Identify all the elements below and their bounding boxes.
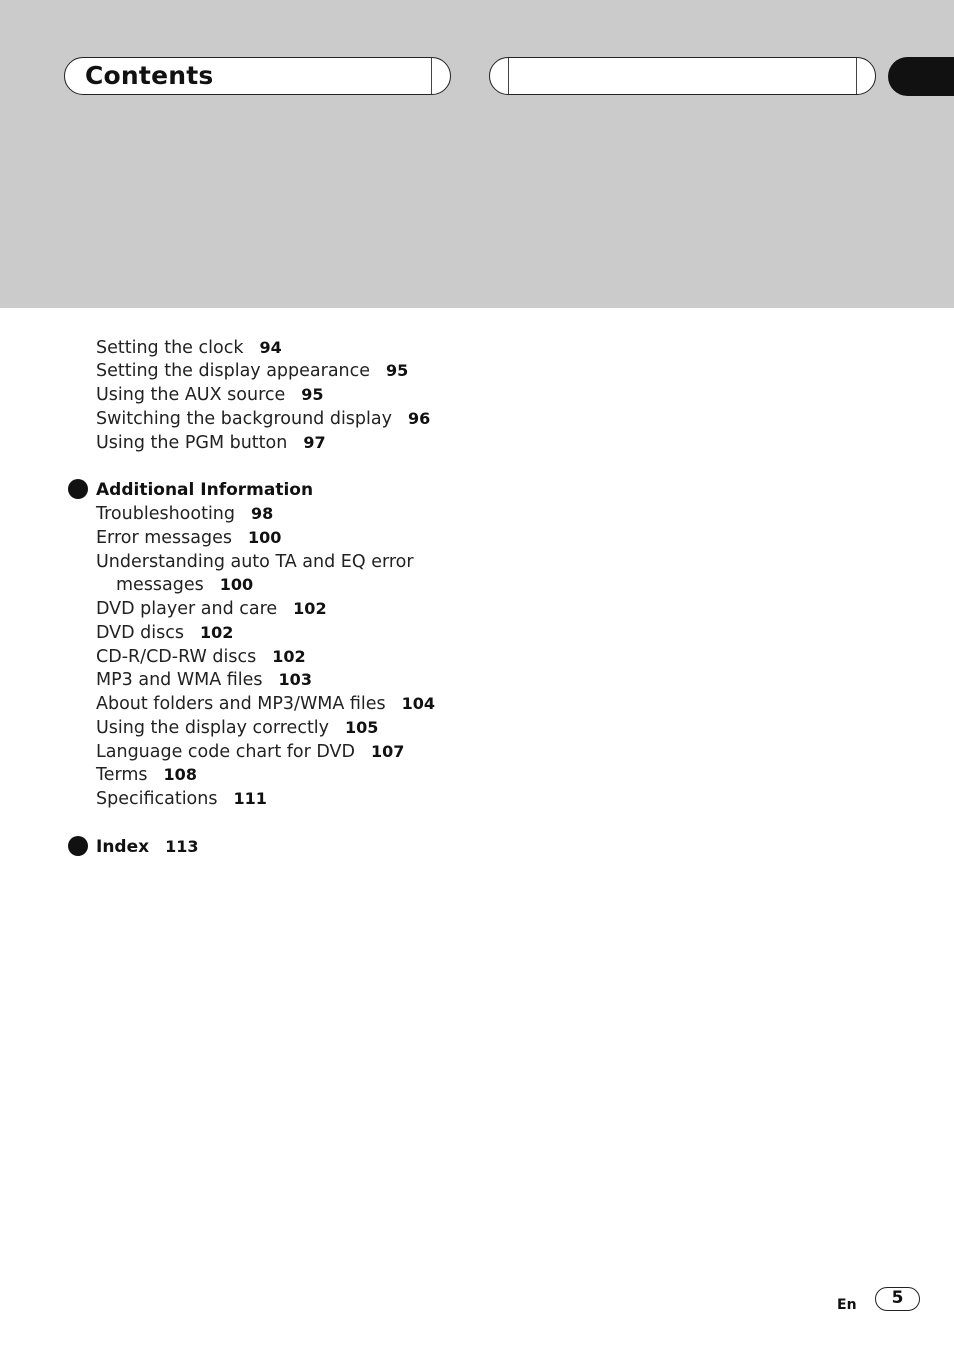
toc-entry-title: messages [116, 575, 204, 595]
toc-entry-title: Switching the background display [96, 409, 392, 429]
toc-entry[interactable] [96, 408, 430, 430]
page-number: 5 [875, 1287, 920, 1311]
toc-entry-page: 102 [293, 599, 327, 618]
toc-entry-page: 104 [401, 694, 436, 713]
toc-entry-page: 95 [301, 385, 324, 404]
toc-entry-title: Terms [96, 765, 148, 785]
toc-entry[interactable] [96, 646, 306, 668]
toc-entry[interactable] [96, 337, 282, 359]
toc-entry[interactable] [96, 598, 327, 620]
tab-divider [856, 58, 857, 94]
tab-divider [431, 58, 432, 94]
toc-entry[interactable] [96, 622, 233, 644]
toc-entry[interactable] [96, 551, 414, 573]
toc-entry-page: 100 [219, 575, 254, 594]
section-marker-tab [888, 57, 954, 96]
blank-tab [489, 57, 876, 95]
toc-entry-title: Troubleshooting [96, 504, 236, 524]
language-label: En [837, 1297, 857, 1313]
header-band [0, 0, 954, 308]
section-title: Index [96, 837, 150, 857]
toc-entry-title: DVD player and care [96, 599, 278, 619]
section-heading-additional-information[interactable] [68, 479, 313, 501]
toc-entry-title: Setting the clock [96, 338, 244, 358]
toc-entry-page: 102 [200, 623, 234, 642]
toc-entry[interactable] [96, 693, 435, 715]
toc-entry-title: Understanding auto TA and EQ error [96, 552, 414, 572]
section-heading-index[interactable] [68, 836, 199, 858]
toc-entry-page: 108 [163, 765, 197, 784]
page-title: Contents [85, 61, 214, 90]
toc-entry-title: Using the AUX source [96, 385, 286, 405]
toc-entry-title: Language code chart for DVD [96, 742, 355, 762]
section-bullet-icon [68, 836, 88, 856]
toc-entry[interactable] [96, 788, 267, 810]
toc-entry[interactable] [96, 360, 408, 382]
toc-entry-page: 111 [233, 789, 267, 808]
toc-entry-title: CD-R/CD-RW discs [96, 647, 257, 667]
toc-entry-page: 95 [386, 361, 409, 380]
toc-entry-page: 102 [272, 647, 306, 666]
section-bullet-icon [68, 479, 88, 499]
toc-entry[interactable] [96, 432, 326, 454]
title-tab [64, 57, 451, 95]
toc-entry[interactable] [96, 741, 404, 763]
toc-entry-continuation[interactable] [116, 574, 253, 596]
toc-entry-title: Specifications [96, 789, 218, 809]
toc-entry-page: 94 [259, 338, 282, 357]
toc-entry-title: About folders and MP3/WMA files [96, 694, 386, 714]
toc-entry-title: DVD discs [96, 623, 185, 643]
toc-entry-page: 107 [371, 742, 405, 761]
toc-entry[interactable] [96, 503, 273, 525]
toc-entry-page: 100 [247, 528, 282, 547]
toc-entry-page: 103 [278, 670, 312, 689]
toc-entry-title: Using the PGM button [96, 433, 288, 453]
toc-entry-page: 96 [407, 409, 431, 428]
toc-entry[interactable] [96, 384, 324, 406]
toc-entry-title: Setting the display appearance [96, 361, 371, 381]
section-title: Additional Information [96, 480, 314, 500]
toc-entry[interactable] [96, 717, 378, 739]
toc-entry[interactable] [96, 527, 281, 549]
toc-entry-page: 97 [303, 433, 326, 452]
toc-entry-page: 105 [345, 718, 379, 737]
tab-divider [508, 58, 509, 94]
toc-entry[interactable] [96, 669, 312, 691]
toc-entry-page: 98 [251, 504, 274, 523]
toc-entry-title: MP3 and WMA files [96, 670, 263, 690]
toc-entry-title: Error messages [96, 528, 232, 548]
toc-entry[interactable] [96, 764, 197, 786]
toc-entry-title: Using the display correctly [96, 718, 330, 738]
toc-entry-page: 113 [165, 837, 199, 856]
